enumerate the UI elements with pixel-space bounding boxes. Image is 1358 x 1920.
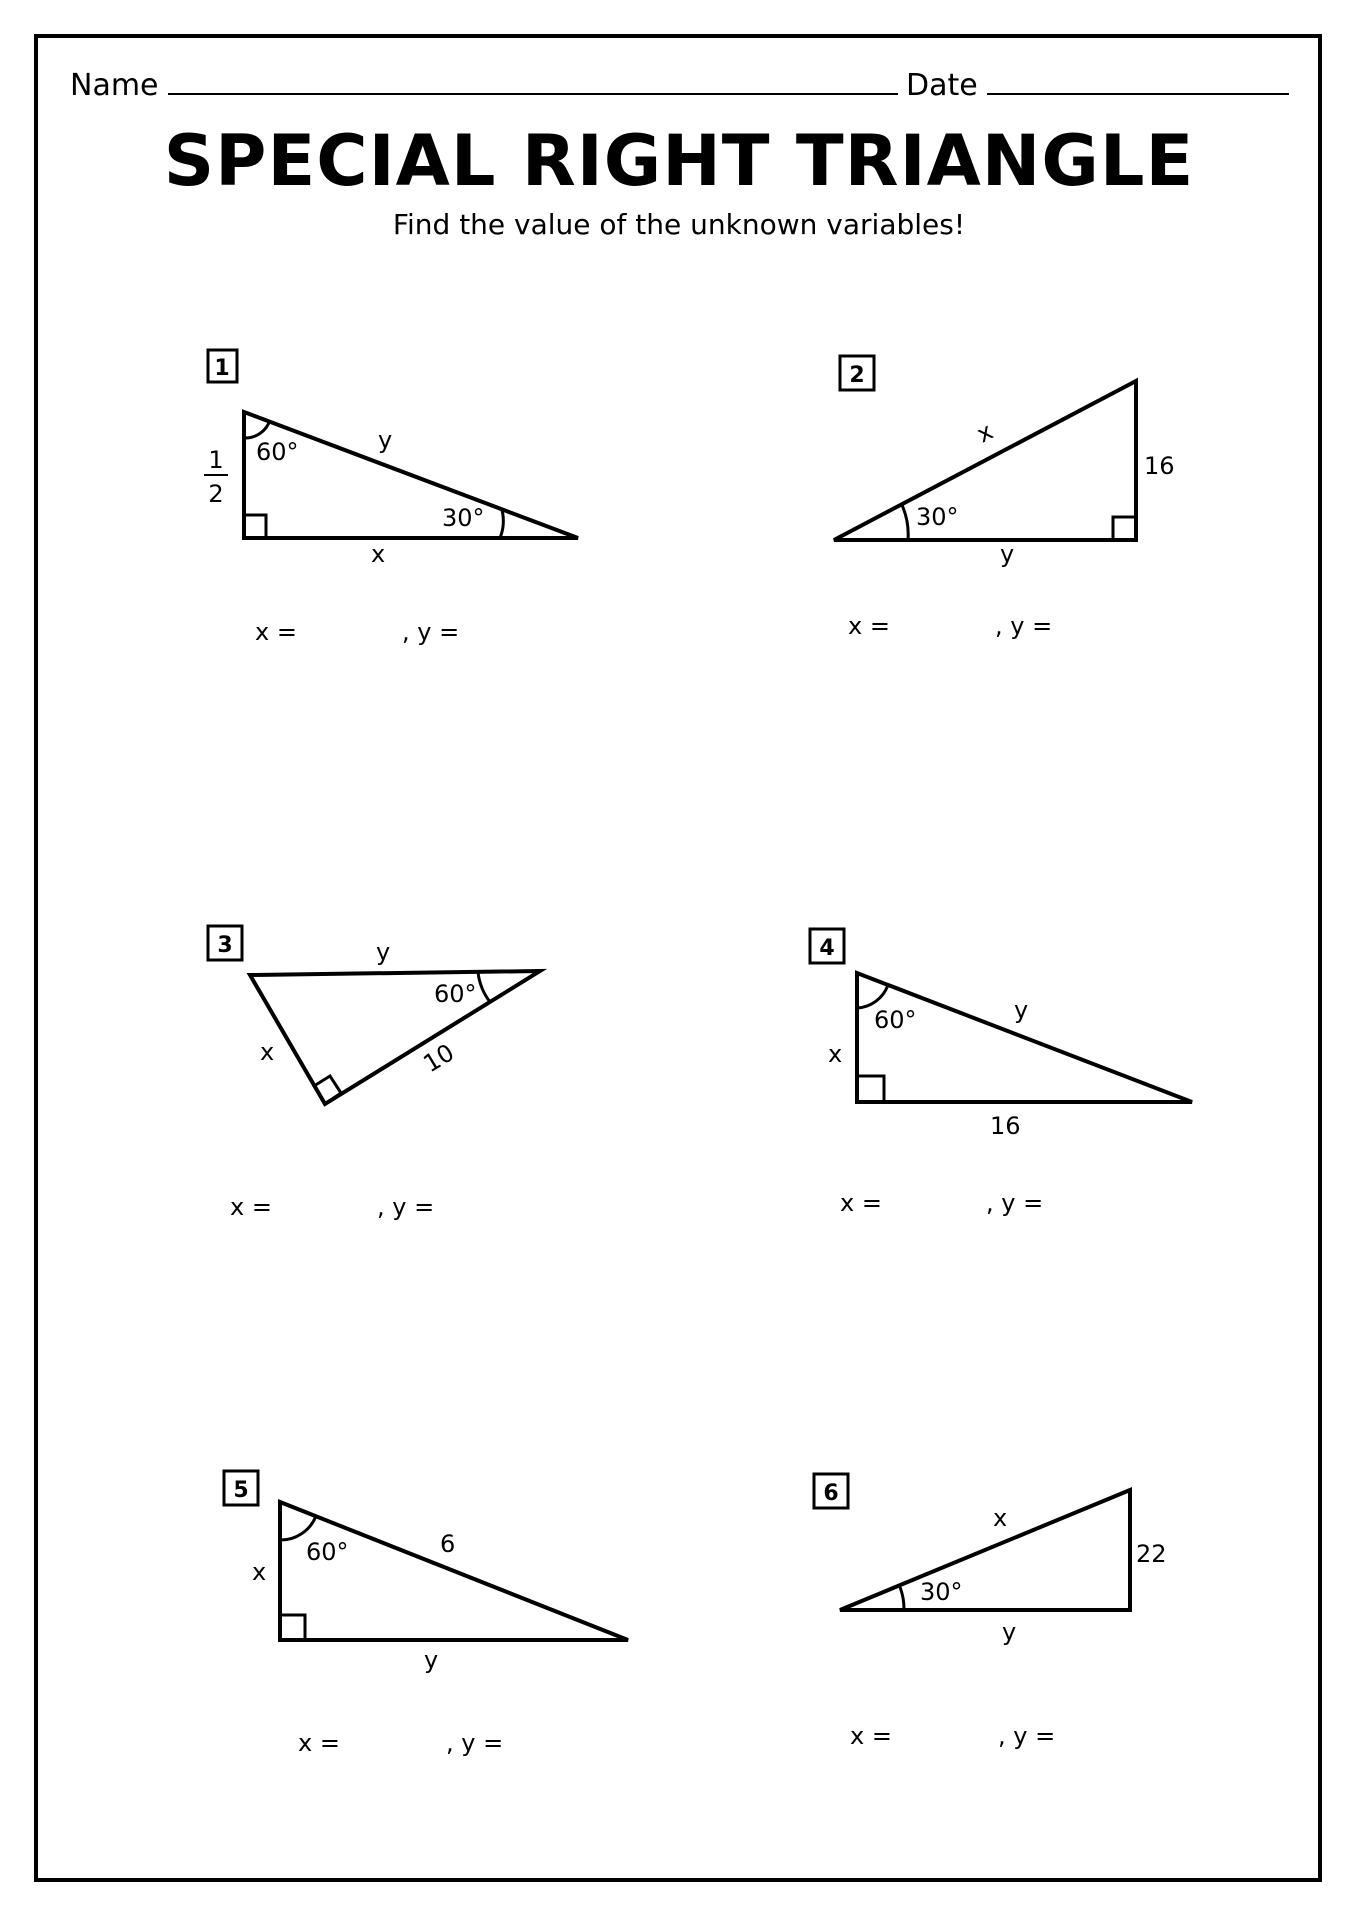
right-angle-mark xyxy=(1113,517,1136,540)
angle-label: 30° xyxy=(442,504,485,532)
triangle-shape xyxy=(250,971,540,1104)
top-label: y xyxy=(376,938,391,966)
hypotenuse-label: x xyxy=(993,1504,1008,1532)
problem-3-figure xyxy=(208,926,540,1104)
angle-arc xyxy=(280,1516,316,1540)
hypotenuse-label: 6 xyxy=(440,1530,456,1558)
page-subtitle: Find the value of the unknown variables! xyxy=(392,208,966,241)
triangle-shape xyxy=(857,973,1192,1102)
bottom-label: y xyxy=(1000,540,1015,568)
side-label: x xyxy=(828,1040,843,1068)
angle-arc xyxy=(902,505,908,540)
side-label: x xyxy=(252,1558,267,1586)
answer-x-label: x = xyxy=(255,618,297,646)
bottom-label: y xyxy=(424,1646,439,1674)
bottom-label: x xyxy=(371,540,386,568)
answer-x-label: x = xyxy=(848,612,890,640)
triangle-shape xyxy=(244,412,578,538)
answer-x-label: x = xyxy=(298,1729,340,1757)
angle-arc xyxy=(857,985,888,1008)
angle-label: 60° xyxy=(256,438,299,466)
side-label: x xyxy=(260,1038,275,1066)
answer-y-label: , y = xyxy=(998,1722,1056,1750)
angle-label: 60° xyxy=(306,1538,349,1566)
answer-y-label: , y = xyxy=(402,618,460,646)
answer-x-label: x = xyxy=(840,1189,882,1217)
triangle-shape xyxy=(280,1502,628,1640)
angle-arc xyxy=(500,510,503,538)
angle-arc xyxy=(478,972,490,1002)
fraction-numerator: 1 xyxy=(208,446,224,474)
side-label: 16 xyxy=(1144,452,1175,480)
right-angle-mark xyxy=(314,1076,341,1104)
right-angle-mark xyxy=(280,1615,305,1640)
answer-y-label: , y = xyxy=(446,1729,504,1757)
hypotenuse-label: y xyxy=(1014,996,1029,1024)
angle-label: 60° xyxy=(434,980,477,1008)
answer-y-label: , y = xyxy=(995,612,1053,640)
hypotenuse-label: y xyxy=(378,426,393,454)
problem-5-figure xyxy=(224,1471,628,1640)
answer-x-label: x = xyxy=(850,1722,892,1750)
side-label: 10 xyxy=(418,1038,460,1079)
problem-number: 5 xyxy=(233,1478,249,1503)
answer-y-label: , y = xyxy=(986,1189,1044,1217)
triangle-shape xyxy=(840,1490,1130,1610)
answer-x-label: x = xyxy=(230,1193,272,1221)
date-label: Date xyxy=(906,68,978,103)
problem-number: 3 xyxy=(217,933,233,958)
triangle-shape xyxy=(834,381,1136,540)
bottom-label: y xyxy=(1002,1618,1017,1646)
right-angle-mark xyxy=(244,515,266,538)
problem-number: 6 xyxy=(823,1481,839,1506)
angle-arc xyxy=(244,420,270,438)
problem-4-figure xyxy=(810,929,1192,1102)
right-angle-mark xyxy=(857,1076,884,1102)
angle-label: 30° xyxy=(916,503,959,531)
problem-number: 4 xyxy=(819,936,835,961)
name-label: Name xyxy=(70,68,159,103)
problem-6-figure xyxy=(814,1474,1130,1610)
angle-label: 30° xyxy=(920,1578,963,1606)
problem-number: 2 xyxy=(849,363,865,388)
angle-label: 60° xyxy=(874,1006,917,1034)
side-label: 22 xyxy=(1136,1540,1167,1568)
bottom-label: 16 xyxy=(990,1112,1021,1140)
angle-arc xyxy=(900,1587,904,1610)
page-title: SPECIAL RIGHT TRIANGLE xyxy=(163,120,1195,202)
answer-y-label: , y = xyxy=(377,1193,435,1221)
fraction-denominator: 2 xyxy=(208,480,224,508)
hypotenuse-label: x xyxy=(972,417,998,449)
problem-number: 1 xyxy=(214,356,230,381)
